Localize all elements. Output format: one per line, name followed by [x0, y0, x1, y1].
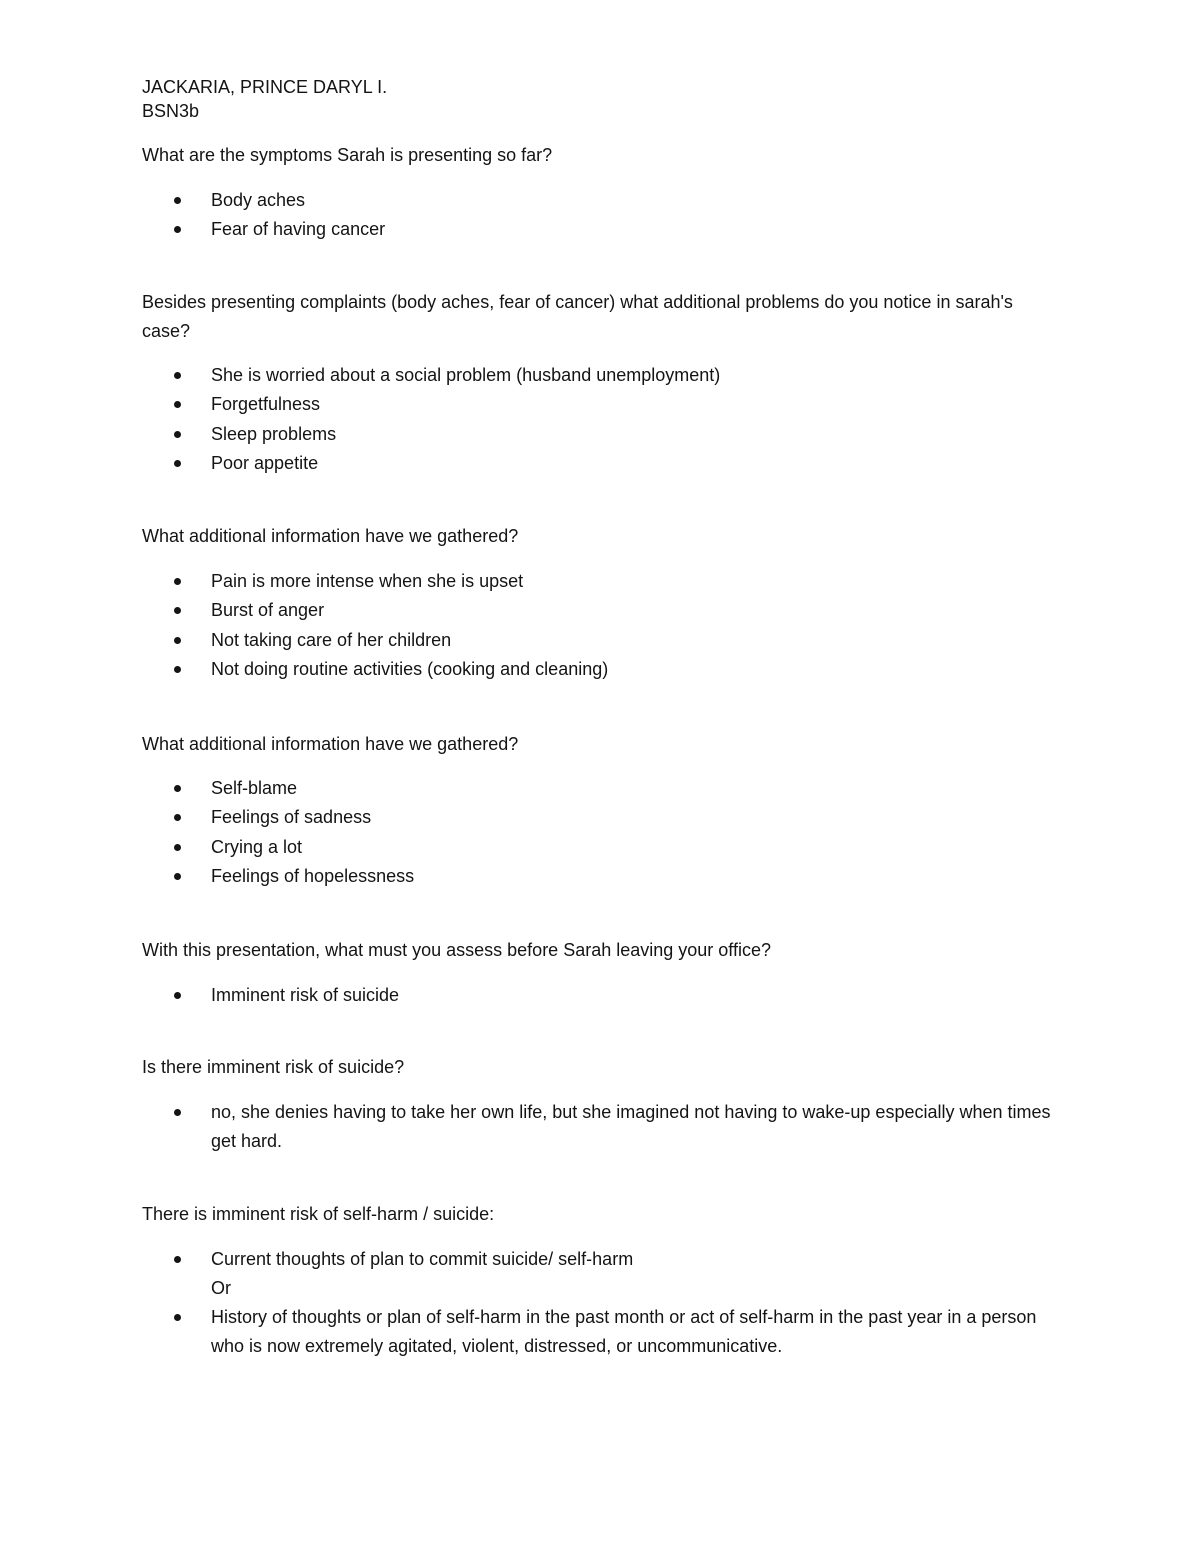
list-item [0, 596, 1061, 625]
bullet-icon [174, 814, 181, 821]
list-item-text: Self-blame [211, 778, 298, 798]
question-heading: What additional information have we gathered? [142, 526, 519, 546]
question-heading: What are the symptoms Sarah is presenting so far? [142, 145, 553, 165]
connector-text: Or [211, 1278, 231, 1298]
bullet-icon [174, 401, 181, 408]
answer-list [0, 567, 1061, 685]
list-item [0, 981, 1061, 1010]
list-item [0, 862, 1061, 891]
answer-list [0, 981, 1061, 1010]
list-item [0, 626, 1061, 655]
bullet-icon [174, 578, 181, 585]
list-item [0, 420, 1061, 449]
list-item [0, 449, 1061, 478]
list-item [0, 774, 1061, 803]
list-item-text: Feelings of sadness [211, 807, 372, 828]
bullet-icon [174, 226, 181, 233]
question-heading: What additional information have we gathered? [142, 734, 519, 754]
bullet-icon [174, 1109, 181, 1116]
student-name: JACKARIA, PRINCE DARYL I. [142, 77, 388, 97]
list-item-text: Not taking care of her children [211, 629, 452, 650]
list-item [0, 215, 1061, 244]
list-item-text: Imminent risk of suicide [211, 985, 400, 1005]
question-heading: There is imminent risk of self-harm / suicide: [142, 1204, 495, 1224]
list-item-text: Crying a lot [211, 836, 303, 857]
list-item-text: Poor appetite [211, 453, 319, 474]
list-item-text: Feelings of hopelessness [211, 866, 415, 887]
list-item-text: Current thoughts of plan to commit suicide/ self-harm [211, 1249, 634, 1269]
list-item [0, 833, 1061, 862]
bullet-icon [174, 873, 181, 880]
list-item-text: Pain is more intense when she is upset [211, 571, 524, 591]
list-item-text: Fear of having cancer [211, 219, 386, 240]
list-item [0, 655, 1061, 684]
list-item-text: Not doing routine activities (cooking and cleaning) [211, 659, 609, 680]
answer-list [0, 186, 1061, 245]
bullet-icon [174, 607, 181, 614]
student-section: BSN3b [142, 101, 200, 121]
list-item-text: no, she denies having to take her own life, but she imagined not having to wake-up especially when times get hard. [211, 1102, 1051, 1152]
list-item [0, 1303, 1061, 1362]
bullet-icon [174, 1256, 181, 1263]
bullet-icon [174, 372, 181, 379]
list-item-text: Forgetfulness [211, 394, 321, 415]
list-item [0, 1098, 1061, 1157]
list-item [0, 361, 1061, 390]
bullet-icon [174, 666, 181, 673]
answer-list [0, 774, 1061, 892]
answer-list [0, 1098, 1061, 1157]
list-item-text: She is worried about a social problem (husband unemployment) [211, 365, 721, 385]
list-item [0, 186, 1061, 215]
bullet-icon [174, 992, 181, 999]
bullet-icon [174, 844, 181, 851]
bullet-icon [174, 197, 181, 204]
list-item [0, 803, 1061, 832]
list-item [0, 390, 1061, 419]
answer-list [0, 361, 1061, 479]
list-item-text: History of thoughts or plan of self-harm in the past month or act of self-harm in the past year in a person who is now extremely agitated, violent, distressed, or uncommunicative. [211, 1307, 1037, 1357]
bullet-icon [174, 431, 181, 438]
question-heading: Besides presenting complaints (body aches, fear of cancer) what additional problems do you notice in sarah's case? [142, 292, 1013, 341]
bullet-icon [174, 637, 181, 644]
bullet-icon [174, 1314, 181, 1321]
question-heading: Is there imminent risk of suicide? [142, 1057, 405, 1077]
list-item-text: Sleep problems [211, 423, 337, 444]
question-heading: With this presentation, what must you assess before Sarah leaving your office? [142, 940, 771, 960]
bullet-icon [174, 460, 181, 467]
list-item-text: Body aches [211, 190, 306, 210]
bullet-icon [174, 785, 181, 792]
answer-list [0, 1303, 1061, 1362]
list-item [0, 567, 1061, 596]
list-item-text: Burst of anger [211, 600, 325, 621]
answer-list [0, 1245, 1061, 1274]
list-item [0, 1245, 1061, 1274]
